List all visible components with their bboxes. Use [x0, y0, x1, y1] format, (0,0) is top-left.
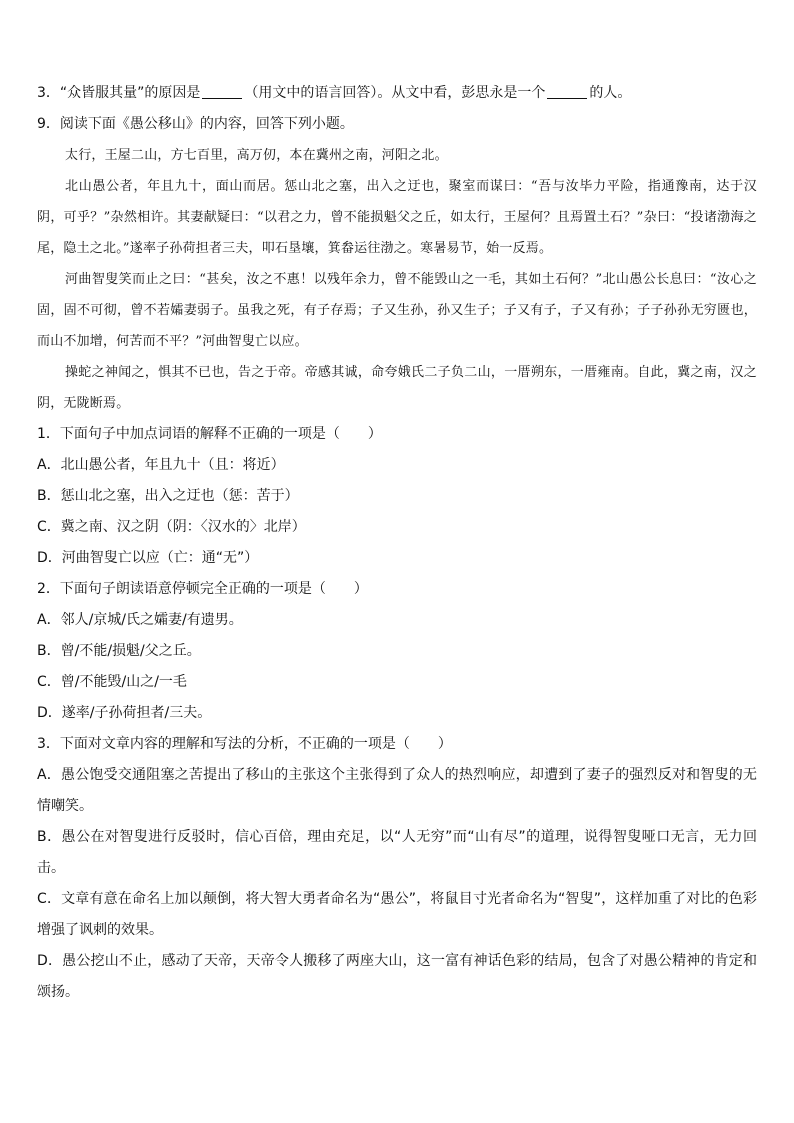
sub-question-2 [37, 574, 757, 729]
question-text-part2: （用文中的语言回答）。从文中看，彭思永是一个 [244, 85, 546, 101]
question-text-part3: 的人。 [589, 85, 632, 101]
document-page [37, 78, 757, 1008]
question-text-part1: 3．“众皆服其量”的原因是 [37, 85, 201, 101]
classical-passage [37, 140, 757, 419]
option-b: B．曾/不能/损魁/父之丘。 [37, 643, 201, 659]
option-a: A．北山愚公者，年且九十（且：将近） [37, 457, 285, 473]
option-d: D．愚公挖山不止，感动了天帝，天帝令人搬移了两座大山，这一富有神话色彩的结局，包含了对愚公精神的肯定和颂扬。 [37, 953, 757, 1000]
question-9-title: 9．阅读下面《愚公移山》的内容，回答下列小题。 [37, 116, 354, 132]
option-a: A．邻人/京城/氏之孀妻/有遗男。 [37, 612, 243, 628]
option-a: A．愚公饱受交通阻塞之苦提出了移山的主张这个主张得到了众人的热烈响应，却遭到了妻子的强烈反对和智叟的无情嘲笑。 [37, 767, 757, 814]
sub-question-1 [37, 419, 757, 574]
passage-paragraph: 河曲智叟笑而止之曰：“甚矣，汝之不惠！以残年余力，曾不能毁山之一毛，其如土石何？”北山愚公长息曰：“汝心之固，固不可彻，曾不若孀妻弱子。虽我之死，有子存焉；子又生孙，孙又生子；子又有子，子又有孙；子子孙孙无穷匮也，而山不加增，何苦而不平？”河曲智叟亡以应。 [37, 272, 757, 349]
option-b: B．愚公在对智叟进行反驳时，信心百倍，理由充足，以“人无穷”而“山有尽”的道理，说得智叟哑口无言，无力回击。 [37, 829, 757, 876]
passage-paragraph: 北山愚公者，年且九十，面山而居。惩山北之塞，出入之迂也，聚室而谋曰：“吾与汝毕力平险，指通豫南，达于汉阴，可乎？”杂然相许。其妻献疑曰：“以君之力，曾不能损魁父之丘，如太行，王屋何？且焉置土石？”杂曰：“投诸渤海之尾，隐土之北。”遂率子孙荷担者三夫，叩石垦壤，箕畚运往渤之。寒暑易节，始一反焉。 [37, 179, 757, 256]
answer-blank-2 [547, 84, 587, 99]
option-d: D．遂率/子孙荷担者/三夫。 [37, 705, 212, 721]
previous-question-3 [37, 78, 757, 109]
option-b: B．惩山北之塞，出入之迂也（惩：苦于） [37, 488, 299, 504]
sub-question-3 [37, 729, 757, 1008]
passage-paragraph: 操蛇之神闻之，惧其不已也，告之于帝。帝感其诚，命夸娥氏二子负二山，一厝朔东，一厝雍南。自此，冀之南，汉之阴，无陇断焉。 [37, 365, 757, 411]
question-stem: 2．下面句子朗读语意停顿完全正确的一项是（ ） [37, 581, 368, 597]
option-c: C．文章有意在命名上加以颠倒，将大智大勇者命名为“愚公”，将鼠目寸光者命名为“智叟”，这样加重了对比的色彩增强了讽刺的效果。 [37, 891, 757, 938]
answer-blank-1 [202, 84, 242, 99]
option-c: C．冀之南、汉之阴（阴：〈汉水的〉北岸） [37, 519, 306, 535]
question-stem: 3．下面对文章内容的理解和写法的分析，不正确的一项是（ ） [37, 736, 452, 752]
question-stem: 1．下面句子中加点词语的解释不正确的一项是（ ） [37, 426, 382, 442]
option-d: D．河曲智叟亡以应（亡：通“无”） [37, 550, 259, 566]
passage-paragraph: 太行，王屋二山，方七百里，高万仞，本在冀州之南，河阳之北。 [65, 148, 448, 163]
option-c: C．曾/不能毁/山之/一毛 [37, 674, 187, 690]
